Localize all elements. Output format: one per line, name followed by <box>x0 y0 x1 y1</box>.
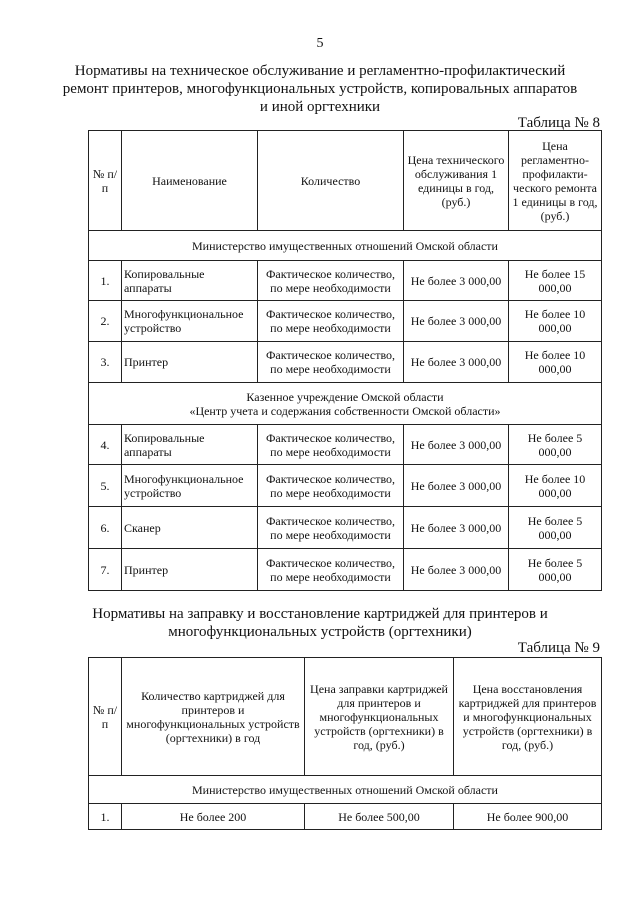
page-number: 5 <box>316 36 324 51</box>
table-row <box>89 425 602 465</box>
row-repair-price: Не более 5 000,00 <box>509 507 602 549</box>
row-name: Сканер <box>122 507 258 549</box>
row-repair-price: Не более 5 000,00 <box>509 425 602 465</box>
row-quantity: Фактическое количество, по мере необходимости <box>258 507 404 549</box>
row-num: 2. <box>89 301 122 342</box>
header-repair-price: Цена регламентно-профилакти-ческого ремонта 1 единицы в год, (руб.) <box>509 131 602 231</box>
section-title-line: «Центр учета и содержания собственности Омской области» <box>189 403 501 418</box>
table-row <box>89 261 602 301</box>
table9-heading: Нормативы на заправку и восстановление картриджей для принтеров и многофункциональных устройств (оргтехники) <box>92 606 548 640</box>
row-num: 5. <box>89 465 122 507</box>
header-num: № п/п <box>89 658 122 776</box>
row-repair-price: Не более 15 000,00 <box>509 261 602 301</box>
table9-label: Таблица № 9 <box>517 640 600 656</box>
row-repair-price: Не более 10 000,00 <box>509 301 602 342</box>
row-num: 1. <box>89 804 122 830</box>
row-num: 3. <box>89 342 122 383</box>
section-title <box>89 383 602 425</box>
row-repair-price: Не более 10 000,00 <box>509 465 602 507</box>
table9-section-row <box>89 776 602 804</box>
table8-section-row <box>89 231 602 261</box>
section-title: Министерство имущественных отношений Омской области <box>89 776 602 804</box>
table-row <box>89 507 602 549</box>
row-repair-price: Не более 5 000,00 <box>509 549 602 591</box>
row-service-price: Не более 3 000,00 <box>404 342 509 383</box>
row-repair-price: Не более 10 000,00 <box>509 342 602 383</box>
row-service-price: Не более 3 000,00 <box>404 507 509 549</box>
table9 <box>88 657 602 830</box>
row-name: Принтер <box>122 549 258 591</box>
row-quantity: Фактическое количество, по мере необходимости <box>258 465 404 507</box>
row-name: Многофункциональное устройство <box>122 301 258 342</box>
row-quantity: Фактическое количество, по мере необходимости <box>258 301 404 342</box>
row-name: Копировальные аппараты <box>122 261 258 301</box>
table8-header-row <box>89 131 602 231</box>
header-refill-price: Цена заправки картриджей для принтеров и многофункциональных устройств (оргтехники) в год, (руб.) <box>305 658 454 776</box>
table-row <box>89 465 602 507</box>
section-title-line: Казенное учреждение Омской области <box>246 389 444 404</box>
table-row <box>89 804 602 830</box>
row-refill-price: Не более 500,00 <box>305 804 454 830</box>
header-quantity: Количество <box>258 131 404 231</box>
table-row <box>89 549 602 591</box>
row-quantity: Фактическое количество, по мере необходимости <box>258 549 404 591</box>
row-quantity: Фактическое количество, по мере необходимости <box>258 261 404 301</box>
row-quantity: Фактическое количество, по мере необходимости <box>258 425 404 465</box>
table8-label: Таблица № 8 <box>517 115 600 131</box>
row-service-price: Не более 3 000,00 <box>404 301 509 342</box>
row-quantity: Фактическое количество, по мере необходимости <box>258 342 404 383</box>
row-service-price: Не более 3 000,00 <box>404 465 509 507</box>
table8-section-row <box>89 383 602 425</box>
row-name: Принтер <box>122 342 258 383</box>
row-num: 4. <box>89 425 122 465</box>
table-row <box>89 301 602 342</box>
row-service-price: Не более 3 000,00 <box>404 425 509 465</box>
row-name: Многофункциональное устройство <box>122 465 258 507</box>
table8-heading: Нормативы на техническое обслуживание и регламентно-профилактический ремонт принтеров, многофункциональных устройств, копировальных аппаратов и иной оргтехники <box>62 63 578 115</box>
header-restore-price: Цена восстановления картриджей для принтеров и многофункциональных устройств (оргтехники) в год, (руб.) <box>454 658 602 776</box>
row-service-price: Не более 3 000,00 <box>404 549 509 591</box>
row-cartridge-count: Не более 200 <box>122 804 305 830</box>
row-num: 1. <box>89 261 122 301</box>
header-num: № п/п <box>89 131 122 231</box>
header-cartridge-count: Количество картриджей для принтеров и многофункциональных устройств (оргтехники) в год <box>122 658 305 776</box>
row-service-price: Не более 3 000,00 <box>404 261 509 301</box>
row-num: 7. <box>89 549 122 591</box>
header-name: Наименование <box>122 131 258 231</box>
row-restore-price: Не более 900,00 <box>454 804 602 830</box>
header-service-price: Цена технического обслуживания 1 единицы в год, (руб.) <box>404 131 509 231</box>
table-row <box>89 342 602 383</box>
row-name: Копировальные аппараты <box>122 425 258 465</box>
table8 <box>88 130 602 591</box>
section-title: Министерство имущественных отношений Омской области <box>89 231 602 261</box>
table9-header-row <box>89 658 602 776</box>
row-num: 6. <box>89 507 122 549</box>
